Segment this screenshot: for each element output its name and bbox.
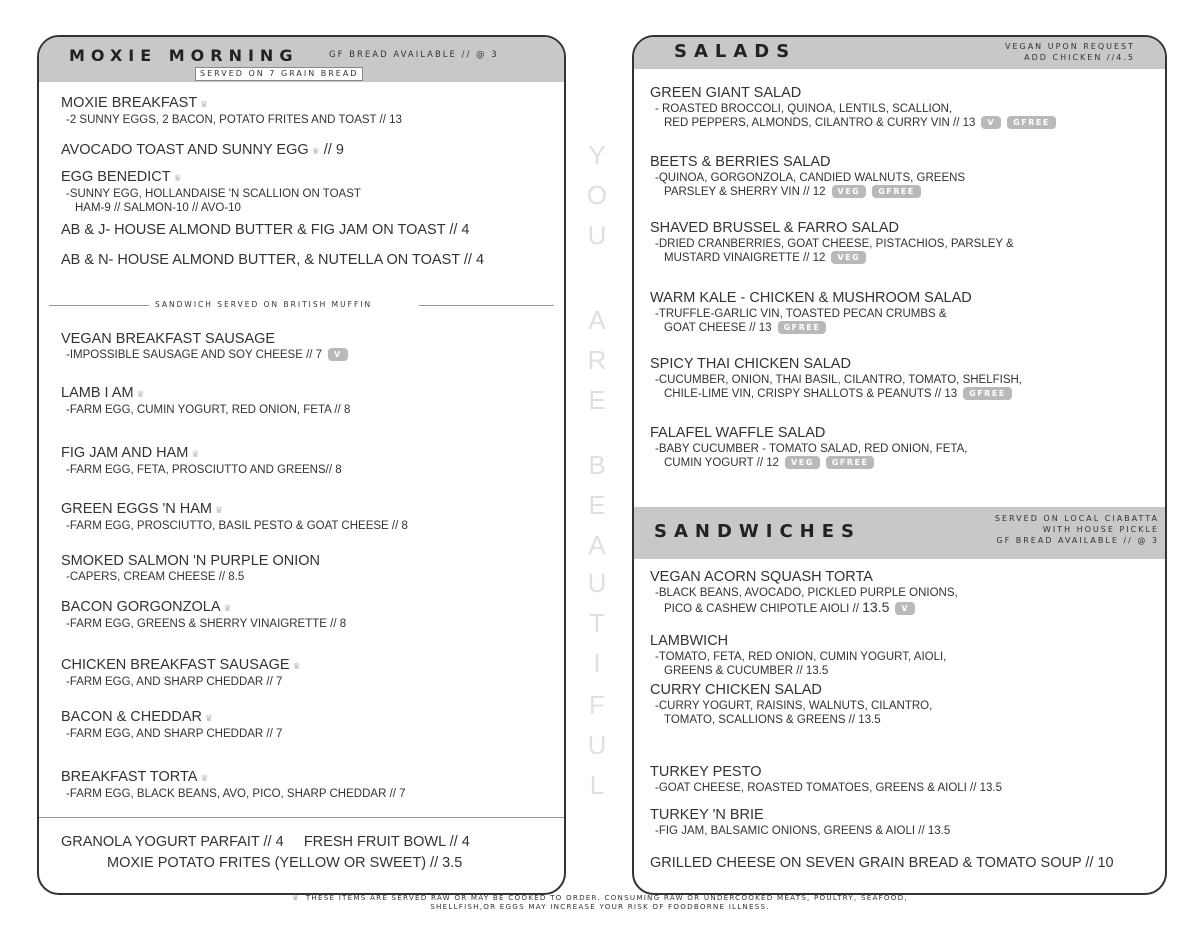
bottom-line-2: MOXIE POTATO FRITES (YELLOW OR SWEET) // 3.5 bbox=[107, 855, 463, 871]
menu-item bbox=[61, 385, 551, 417]
add-chicken-note: ADD CHICKEN //4.5 bbox=[1024, 53, 1135, 62]
you-are-beautiful-vertical-text bbox=[573, 0, 621, 927]
item-description: -QUINOA, GORGONZOLA, CANDIED WALNUTS, GREENS bbox=[655, 172, 966, 184]
item-description-text: PARSLEY & SHERRY VIN // 12 bbox=[664, 186, 826, 198]
bottom-line-1: GRANOLA YOGURT PARFAIT // 4 FRESH FRUIT BOWL // 4 bbox=[61, 834, 470, 850]
divider-line bbox=[49, 305, 149, 306]
item-name-text: MOXIE BREAKFAST bbox=[61, 95, 198, 111]
item-name-text: GREEN EGGS 'N HAM bbox=[61, 501, 213, 517]
item-name bbox=[61, 169, 551, 187]
item-name-text: CHICKEN BREAKFAST SAUSAGE bbox=[61, 657, 290, 673]
menu-item bbox=[61, 599, 551, 631]
divider-line bbox=[419, 305, 554, 306]
item-name-text: AB & N- HOUSE ALMOND BUTTER, & NUTELLA ON TOAST // 4 bbox=[61, 252, 485, 268]
menu-item bbox=[650, 356, 1155, 401]
item-name-text: TURKEY PESTO bbox=[650, 764, 762, 780]
item-description-2 bbox=[650, 664, 1155, 678]
left-menu-panel bbox=[37, 35, 566, 895]
item-name bbox=[61, 142, 551, 160]
menu-item bbox=[650, 855, 1155, 872]
item-name bbox=[61, 709, 551, 727]
item-price: // 9 bbox=[323, 142, 344, 158]
item-description: -DRIED CRANBERRIES, GOAT CHEESE, PISTACHIOS, PARSLEY & bbox=[655, 238, 1014, 250]
pickle-note: WITH HOUSE PICKLE bbox=[1042, 525, 1159, 534]
item-name bbox=[650, 569, 1155, 586]
item-description: -FARM EGG, PROSCIUTTO, BASIL PESTO & GOAT CHEESE // 8 bbox=[66, 520, 408, 532]
item-description-2 bbox=[650, 251, 1155, 265]
menu-item bbox=[61, 501, 551, 533]
item-name bbox=[61, 385, 551, 403]
item-name-text: GREEN GIANT SALAD bbox=[650, 85, 802, 101]
item-name bbox=[650, 764, 1155, 781]
item-name bbox=[61, 445, 551, 463]
menu-item bbox=[61, 769, 551, 801]
section-title: SANDWICHES bbox=[654, 521, 861, 542]
item-description-text: GOAT CHEESE // 13 bbox=[664, 322, 772, 334]
item-name bbox=[61, 252, 551, 269]
menu-item bbox=[650, 764, 1155, 795]
vertical-letter: A bbox=[588, 530, 606, 560]
item-description: -FARM EGG, AND SHARP CHEDDAR // 7 bbox=[66, 728, 283, 740]
item-description-2 bbox=[650, 387, 1155, 401]
crown-icon: ♛ bbox=[200, 773, 209, 783]
item-name bbox=[650, 356, 1155, 373]
menu-item bbox=[650, 290, 1155, 335]
vertical-letter: B bbox=[588, 450, 606, 480]
item-description-text: TOMATO, SCALLIONS & GREENS // 13.5 bbox=[664, 714, 881, 726]
item-name-text: TURKEY 'N BRIE bbox=[650, 807, 764, 823]
item-name-text: LAMB I AM bbox=[61, 385, 134, 401]
served-on-note: SERVED ON 7 GRAIN BREAD bbox=[195, 67, 363, 81]
vertical-letter: E bbox=[588, 385, 606, 415]
item-description-2 bbox=[650, 600, 1155, 616]
item-name bbox=[650, 633, 1155, 650]
diet-badge: GFREE bbox=[1007, 116, 1056, 129]
diet-badge: GFREE bbox=[872, 185, 921, 198]
item-name bbox=[650, 220, 1155, 237]
diet-badge: V bbox=[328, 348, 348, 361]
crown-icon: ♛ bbox=[292, 661, 301, 671]
item-description: -FARM EGG, BLACK BEANS, AVO, PICO, SHARP CHEDDAR // 7 bbox=[66, 788, 406, 800]
diet-badge: GFREE bbox=[778, 321, 827, 334]
item-name-text: FALAFEL WAFFLE SALAD bbox=[650, 425, 826, 441]
item-name-text: FIG JAM AND HAM bbox=[61, 445, 189, 461]
item-name bbox=[61, 222, 551, 239]
menu-item bbox=[61, 142, 551, 160]
diet-badge: VEG bbox=[831, 251, 866, 264]
section-title: SALADS bbox=[674, 41, 797, 62]
item-description: -TOMATO, FETA, RED ONION, CUMIN YOGURT, AIOLI, bbox=[655, 651, 947, 663]
crown-icon: ♛ bbox=[200, 99, 209, 109]
item-description-text: CUMIN YOGURT // 12 bbox=[664, 457, 780, 469]
menu-item bbox=[61, 95, 551, 127]
diet-badge: V bbox=[895, 602, 915, 615]
item-description: -TRUFFLE-GARLIC VIN, TOASTED PECAN CRUMBS & bbox=[655, 308, 947, 320]
item-description bbox=[61, 348, 551, 362]
diet-badge: GFREE bbox=[826, 456, 875, 469]
item-name-text: AB & J- HOUSE ALMOND BUTTER & FIG JAM ON TOAST // 4 bbox=[61, 222, 470, 238]
disclaimer-line-2: SHELLFISH,OR EGGS MAY INCREASE YOUR RISK OF FOODBORNE ILLNESS. bbox=[430, 902, 770, 911]
vegan-note: VEGAN UPON REQUEST bbox=[1004, 42, 1135, 51]
sandwich-divider-label: SANDWICH SERVED ON BRITISH MUFFIN bbox=[155, 300, 373, 309]
vertical-letter: U bbox=[587, 568, 607, 598]
menu-item bbox=[650, 569, 1155, 616]
item-price: 13.5 bbox=[862, 599, 890, 615]
item-description-text: GREENS & CUCUMBER // 13.5 bbox=[664, 665, 829, 677]
menu-item bbox=[650, 682, 1155, 727]
crown-icon: ♛ bbox=[173, 173, 182, 183]
menu-item bbox=[61, 553, 551, 584]
item-description: -FARM EGG, CUMIN YOGURT, RED ONION, FETA // 8 bbox=[66, 404, 351, 416]
item-name bbox=[650, 425, 1155, 442]
item-name bbox=[61, 657, 551, 675]
menu-item bbox=[650, 154, 1155, 199]
menu-item bbox=[61, 252, 551, 269]
item-name-text: BACON GORGONZOLA bbox=[61, 599, 221, 615]
item-name bbox=[650, 154, 1155, 171]
item-name bbox=[61, 331, 551, 348]
item-description: -FARM EGG, AND SHARP CHEDDAR // 7 bbox=[66, 676, 283, 688]
vertical-letter: U bbox=[587, 220, 607, 250]
item-name-text: SPICY THAI CHICKEN SALAD bbox=[650, 356, 851, 372]
item-name bbox=[61, 553, 551, 570]
salads-header bbox=[634, 37, 1165, 69]
item-name-text: BEETS & BERRIES SALAD bbox=[650, 154, 831, 170]
item-name bbox=[61, 599, 551, 617]
item-name bbox=[650, 290, 1155, 307]
item-description: -GOAT CHEESE, ROASTED TOMATOES, GREENS & AIOLI // 13.5 bbox=[655, 782, 1003, 794]
item-name-text: BREAKFAST TORTA bbox=[61, 769, 198, 785]
item-name-text: AVOCADO TOAST AND SUNNY EGG bbox=[61, 142, 309, 158]
menu-item bbox=[61, 331, 551, 362]
menu-item bbox=[61, 222, 551, 239]
item-description: -FARM EGG, GREENS & SHERRY VINAIGRETTE // 8 bbox=[66, 618, 347, 630]
item-description: -SUNNY EGG, HOLLANDAISE 'N SCALLION ON TOAST bbox=[66, 188, 361, 200]
item-description: -FIG JAM, BALSAMIC ONIONS, GREENS & AIOLI // 13.5 bbox=[655, 825, 951, 837]
crown-icon: ♛ bbox=[191, 449, 200, 459]
menu-item bbox=[650, 85, 1155, 130]
item-description: -FARM EGG, FETA, PROSCIUTTO AND GREENS// 8 bbox=[66, 464, 342, 476]
vertical-letter: A bbox=[588, 305, 606, 335]
menu-item bbox=[650, 220, 1155, 265]
item-description-2 bbox=[650, 116, 1155, 130]
menu-item bbox=[61, 169, 551, 215]
vertical-letter: U bbox=[587, 730, 607, 760]
vertical-letter: L bbox=[589, 770, 605, 800]
diet-badge: GFREE bbox=[963, 387, 1012, 400]
item-description-text: HAM-9 // SALMON-10 // AVO-10 bbox=[75, 202, 241, 214]
crown-icon: ♛ bbox=[205, 713, 214, 723]
diet-badge: V bbox=[981, 116, 1001, 129]
diet-badge: VEG bbox=[832, 185, 867, 198]
item-description-text: -IMPOSSIBLE SAUSAGE AND SOY CHEESE // 7 bbox=[66, 349, 323, 361]
diet-badge: VEG bbox=[785, 456, 820, 469]
item-name-text: WARM KALE - CHICKEN & MUSHROOM SALAD bbox=[650, 290, 972, 306]
menu-item bbox=[61, 709, 551, 741]
gf-bread-note: GF BREAD AVAILABLE // @ 3 bbox=[329, 50, 499, 60]
item-name-text: VEGAN BREAKFAST SAUSAGE bbox=[61, 331, 276, 347]
item-description-2 bbox=[650, 185, 1155, 199]
menu-item bbox=[650, 425, 1155, 470]
vertical-letter: F bbox=[589, 690, 605, 720]
vertical-letter: R bbox=[587, 345, 607, 375]
item-name-text: SHAVED BRUSSEL & FARRO SALAD bbox=[650, 220, 899, 236]
divider-line bbox=[39, 817, 564, 818]
item-name-text: EGG BENEDICT bbox=[61, 169, 171, 185]
item-name-text: BACON & CHEDDAR bbox=[61, 709, 202, 725]
crown-icon: ♛ bbox=[292, 893, 300, 902]
item-description: -BABY CUCUMBER - TOMATO SALAD, RED ONION, FETA, bbox=[655, 443, 968, 455]
item-name bbox=[650, 682, 1155, 699]
item-name bbox=[650, 85, 1155, 102]
menu-item bbox=[61, 657, 551, 689]
sandwiches-header bbox=[634, 507, 1165, 559]
section-title: MOXIE MORNING bbox=[69, 46, 299, 65]
item-name-text: CURRY CHICKEN SALAD bbox=[650, 682, 822, 698]
raw-food-disclaimer bbox=[0, 893, 1200, 911]
disclaimer-line-1: THESE ITEMS ARE SERVED RAW OR MAY BE COOKED TO ORDER. CONSUMING RAW OR UNDERCOOKED MEATS, POULTRY, SEAFOOD, bbox=[305, 893, 908, 902]
item-name bbox=[61, 501, 551, 519]
vertical-letter: E bbox=[588, 490, 606, 520]
item-name bbox=[61, 769, 551, 787]
item-name bbox=[650, 855, 1155, 872]
item-description: - ROASTED BROCCOLI, QUINOA, LENTILS, SCALLION, bbox=[655, 103, 953, 115]
ciabatta-note: SERVED ON LOCAL CIABATTA bbox=[994, 514, 1159, 523]
menu-item bbox=[650, 807, 1155, 838]
vertical-letter: T bbox=[589, 608, 605, 638]
moxie-morning-header bbox=[39, 37, 564, 82]
crown-icon: ♛ bbox=[136, 389, 145, 399]
item-description: -CURRY YOGURT, RAISINS, WALNUTS, CILANTRO, bbox=[655, 700, 933, 712]
item-name-text: GRILLED CHEESE ON SEVEN GRAIN BREAD & TOMATO SOUP // 10 bbox=[650, 855, 1114, 871]
item-name bbox=[61, 95, 551, 113]
item-description-2 bbox=[650, 456, 1155, 470]
item-description-2 bbox=[650, 321, 1155, 335]
item-name bbox=[650, 807, 1155, 824]
item-description-text: PICO & CASHEW CHIPOTLE AIOLI // bbox=[664, 603, 859, 615]
vertical-letter: I bbox=[593, 648, 601, 678]
item-name-text: SMOKED SALMON 'N PURPLE ONION bbox=[61, 553, 320, 569]
menu-item bbox=[61, 445, 551, 477]
vertical-letter: Y bbox=[588, 140, 606, 170]
item-description-text: MUSTARD VINAIGRETTE // 12 bbox=[664, 252, 826, 264]
gf-bread-note: GF BREAD AVAILABLE // @ 3 bbox=[996, 536, 1159, 545]
item-description-text: CHILE-LIME VIN, CRISPY SHALLOTS & PEANUTS // 13 bbox=[664, 388, 958, 400]
item-description: -CUCUMBER, ONION, THAI BASIL, CILANTRO, TOMATO, SHELFISH, bbox=[655, 374, 1022, 386]
item-description-2 bbox=[61, 201, 551, 215]
crown-icon: ♛ bbox=[311, 146, 320, 156]
right-menu-panel bbox=[632, 35, 1167, 895]
vertical-letter: O bbox=[586, 180, 608, 210]
item-name-text: VEGAN ACORN SQUASH TORTA bbox=[650, 569, 873, 585]
menu-item bbox=[650, 633, 1155, 678]
item-description-text: RED PEPPERS, ALMONDS, CILANTRO & CURRY VIN // 13 bbox=[664, 117, 976, 129]
crown-icon: ♛ bbox=[215, 505, 224, 515]
crown-icon: ♛ bbox=[223, 603, 232, 613]
item-description: -2 SUNNY EGGS, 2 BACON, POTATO FRITES AND TOAST // 13 bbox=[66, 114, 402, 126]
item-description: -BLACK BEANS, AVOCADO, PICKLED PURPLE ONIONS, bbox=[655, 587, 958, 599]
item-description-2 bbox=[650, 713, 1155, 727]
item-name-text: LAMBWICH bbox=[650, 633, 729, 649]
item-description: -CAPERS, CREAM CHEESE // 8.5 bbox=[66, 571, 245, 583]
